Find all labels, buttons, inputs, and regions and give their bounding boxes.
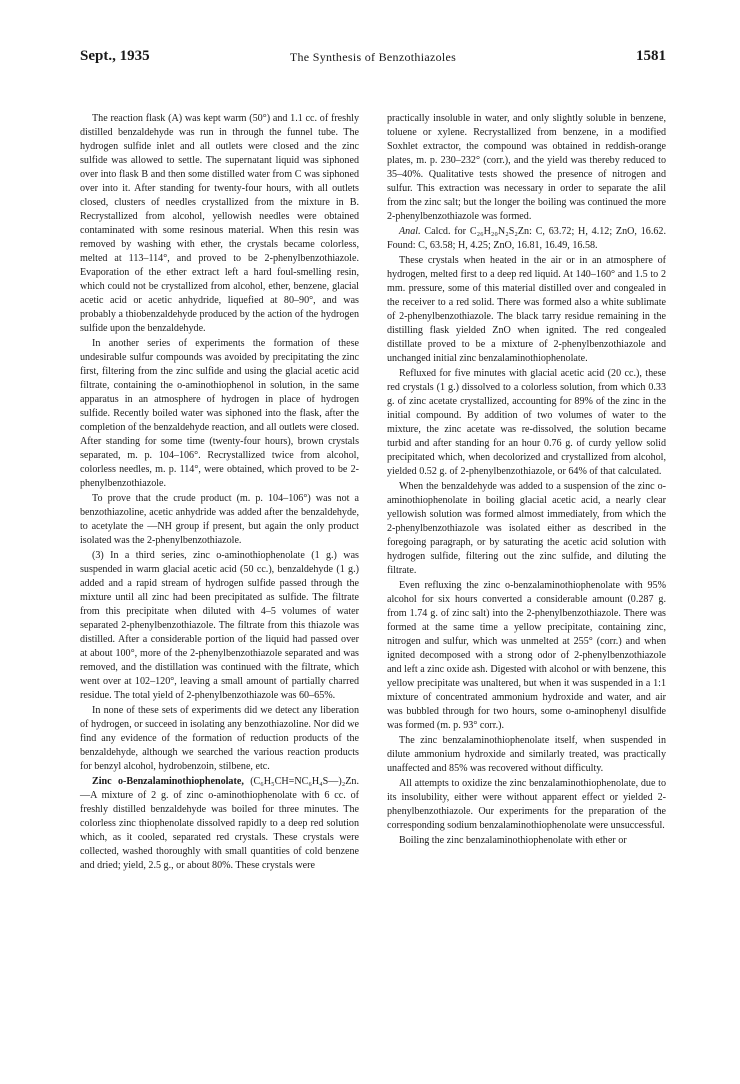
paragraph: In another series of experiments the formation of these undesirable sulfur compounds was avoided by precipitating the zinc first, filtering from the zinc sulfide and using the glacial acetic acid filtrate, containing the o-aminothiophenol in solution, in the same apparatus in an atmosphere of hydrogen in place of hydrogen sulfide. Recently boiled water was siphoned into the flask, after the completion of the benzaldehyde reaction, and all outlets were closed. After standing for some time (twenty-four hours), brown crystals separated, m. p. 104–106°. Recrystallized twice from alcohol, colorless needles, m. p. 114°, were obtained, which proved to be 2-phenylbenzothiazole. [80, 338, 359, 489]
paragraph: These crystals when heated in the air or in an atmosphere of hydrogen, melted first to a deep red liquid. At 140–160° and 1.5 to 2 mm. pressure, some of this material distilled over and congealed in the receiver to a red solid. There was formed also a white sublimate of 2-phenylbenzothiazole. The black tarry residue remaining in the distilling flask yielded ZnO when ignited. The red congealed distillate proved to be a mixture of 2-phenylbenzothiazole and unchanged initial zinc benzalaminothiophenolate. [387, 255, 666, 364]
analysis-label: Anal. [399, 226, 421, 237]
paragraph: In none of these sets of experiments did we detect any liberation of hydrogen, or succeed in isolating any benzothiazoline. Nor did we find any evidence of the formation of reduction products of the benzaldehyde, although we searched the various reaction products for benzyl alcohol, hydrobenzoin, stilbene, etc. [80, 705, 359, 772]
header-title: The Synthesis of Benzothiazoles [289, 50, 457, 64]
section-heading: Zinc o-Benzalaminothiophenolate, [92, 776, 244, 787]
header-date: Sept., 1935 [80, 48, 150, 64]
paragraph [80, 775, 359, 873]
running-header [80, 48, 666, 68]
paragraph-text: —A mixture of 2 g. of zinc o-aminothiophenolate with 6 cc. of freshly distilled benzaldehyde was boiled for three minutes. The colorless zinc thiophenolate dissolved rapidly to a deep red solution which, as it cooled, separated red crystals. These crystals were collected, washed thoroughly with small quantities of cold benzene and dried; yield, 2.5 g., or about 80%. These crystals were [80, 790, 359, 871]
header-page-number: 1581 [636, 48, 666, 64]
chemical-formula: (C₆H₅CH=NC₆H₄S—)₂Zn. [250, 776, 359, 787]
analysis-text: Calcd. for C₂₆H₂₀N₂S₂Zn: C, 63.72; H, 4.12; ZnO, 16.62. Found: C, 63.58; H, 4.25; ZnO, 16.81, 16.49, 16.58. [387, 226, 666, 251]
paragraph: Boiling the zinc benzalaminothiophenolate with ether or [399, 835, 627, 846]
paragraph: The zinc benzalaminothiophenolate itself, when suspended in dilute ammonium hydroxide and similarly treated, was practically unaffected and 85% was recovered without difficulty. [387, 735, 666, 774]
paragraph: When the benzaldehyde was added to a suspension of the zinc o-aminothiophenolate in boiling glacial acetic acid, a nearly clear yellowish solution was formed almost immediately, from which the 2-phenylbenzothiazole was isolated either as described in the foregoing paragraph, or by saturating the acetic acid solution with hydrogen sulfide, filtering out the zinc sulfide, and diluting the filtrate. [387, 481, 666, 576]
paragraph: The reaction flask (A) was kept warm (50°) and 1.1 cc. of freshly distilled benzaldehyde was run in through the funnel tube. The hydrogen sulfide inlet and all outlets were closed and the zinc sulfide was allowed to settle. The supernatant liquid was siphoned over into flask B and then some distilled water from C was siphoned over into it. After standing for twenty-four hours, with all outlets closed, clusters of needles crystallized from the mixture in B. Recrystallized from alcohol, yellowish needles were obtained contaminated with some resinous material. When this resin was removed by washing with ether, the crystals became colorless, melted at 113–114°, and proved to be 2-phenylbenzothiazole. Evaporation of the ether extract left a hard foul-smelling resin, which could not be crystallized from alcohol, ether, benzene, glacial acetic acid or acetic anhydride, liquefied at 80–90°, and was probably a thiobenzaldehyde produced by the action of the hydrogen sulfide upon the benzaldehyde. [80, 113, 359, 334]
paragraph: Even refluxing the zinc o-benzalaminothiophenolate with 95% alcohol for six hours converted a considerable amount (0.287 g. from 1.74 g. of zinc salt) into the 2-phenylbenzothiazole. There was formed at the same time a yellow precipitate, containing zinc, nitrogen and sulfur, which was unmelted at 255° (corr.) and when ignited decomposed with a strong odor of 2-phenylbenzothiazole and left a zinc oxide ash. Digested with alcohol or with benzene, this yellow precipitate was unaltered, but when it was suspended in a 1:1 mixture of concentrated ammonium hydroxide and water, and air was bubbled through for two hours, some o-aminophenyl disulfide was formed (m. p. 93° corr.). [387, 580, 666, 731]
paragraph: All attempts to oxidize the zinc benzalaminothiophenolate, due to its insolubility, either were without apparent effect or yielded 2-phenylbenzothiazole. Our experiments for the preparation of the corresponding sodium benzalaminothiophenolate were unsuccessful. [387, 778, 666, 831]
left-column [80, 112, 359, 874]
paragraph: practically insoluble in water, and only slightly soluble in benzene, toluene or xylene. Recrystallized from benzene, in a modified Soxhlet extractor, the compound was obtained in reddish-orange plates, m. p. 230–232° (corr.), and the yield was thereby reduced to 35–40%. Qualitative tests showed the presence of nitrogen and sulfur. This extraction was necessary in order to separate the aIil from the zinc salt; but the longer the boiling was continued the more 2-phenylbenzothiazole was formed. [387, 113, 666, 222]
right-column [387, 112, 666, 849]
paragraph: Refluxed for five minutes with glacial acetic acid (20 cc.), these red crystals (1 g.) dissolved to a colorless solution, from which 0.33 g. of zinc acetate crystallized, accounting for 89% of the zinc in the initial compound. By addition of two volumes of water to the mixture, the zinc acetate was re-dissolved, the solution became turbid and after standing for an hour 0.76 g. of curdy yellow solid precipitated which, when decolorized and crystallized from alcohol, yielded 0.52 g. of 2-phenylbenzothiazole, or 64% of that calculated. [387, 368, 666, 477]
analysis-paragraph [387, 225, 666, 253]
paragraph: To prove that the crude product (m. p. 104–106°) was not a benzothiazoline, acetic anhydride was added after the benzaldehyde, to acetylate the —NH group if present, but again the only product isolated was the 2-phenylbenzothiazole. [80, 493, 359, 546]
paragraph: (3) In a third series, zinc o-aminothiophenolate (1 g.) was suspended in warm glacial acetic acid (50 cc.), benzaldehyde (1 g.) added and a rapid stream of hydrogen sulfide passed through the mixture until all zinc had been precipitated as sulfide. The filtrate from this precipitate when diluted with 4–5 volumes of water separated 2-phenylbenzothiazole. The filtrate from this thiazole was distilled. After a considerable portion of the liquid had passed over at about 100°, more of the 2-phenylbenzothiazole separated and was removed, and the distillation was continued with the filtrate, which went over at 102–120°, leaving a small amount of partially charred residue. The total yield of 2-phenylbenzothiazole was 60–65%. [80, 550, 359, 701]
